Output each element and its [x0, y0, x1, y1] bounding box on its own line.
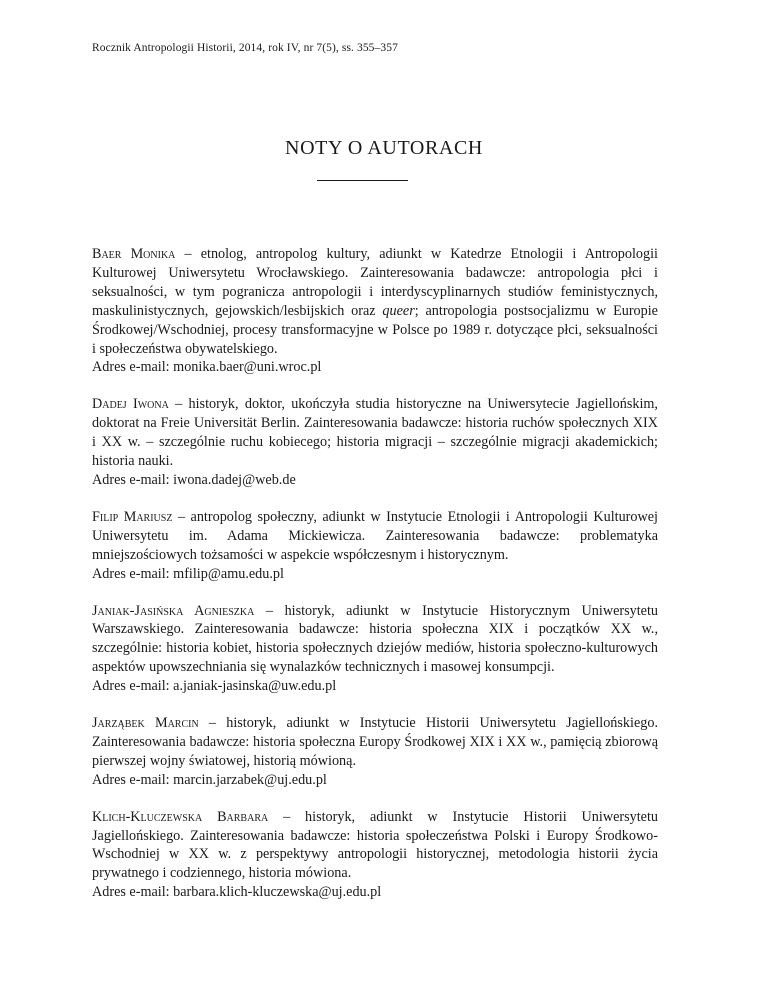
page-title: NOTY O AUTORACH [285, 137, 483, 159]
author-entry [92, 714, 658, 790]
author-description: – antropolog społeczny, adiunkt w Instytucie Etnologii i Antropologii Kulturowej Uniwersytetu im. Adama Mickiewicza. Zainteresowania badawcze: problematyka mniejszościowych tożsamości w aspekcie współczesnym i historycznym. [92, 508, 658, 563]
author-entry [92, 395, 658, 490]
author-name: Filip Mariusz [92, 508, 173, 525]
author-description: – historyk, adiunkt w Instytucie Historii Uniwersytetu Jagiellońskiego. Zainteresowania badawcze: historia społeczna Europy Środkowej XIX i XX w., pamięcią zbiorową pierwszej wojny światowej, historią mówioną. [92, 715, 658, 769]
author-name: Klich-Kluczewska Barbara [92, 808, 269, 825]
author-entry [92, 808, 658, 903]
author-entry [92, 508, 658, 584]
author-name: Jarząbek Marcin [92, 715, 199, 732]
author-name: Janiak-Jasińska Agnieszka [92, 602, 255, 619]
author-entry [92, 602, 658, 697]
author-name: Baer Monika [92, 246, 176, 262]
author-email: Adres e-mail: barbara.klich-kluczewska@uj.edu.pl [92, 884, 382, 901]
author-description-emphasis: queer [382, 302, 415, 319]
author-email: Adres e-mail: a.janiak-jasinska@uw.edu.pl [92, 678, 337, 695]
author-description: – historyk, doktor, ukończyła studia historyczne na Uniwersytecie Jagiellońskim, doktorat na Freie Universität Berlin. Zainteresowania badawcze: historia ruchów społecznych XIX i XX w. – szczególnie ruchu kobiecego; historia migracji – szczególnie migracji akademickich; historia nauki. [92, 396, 658, 470]
author-email: Adres e-mail: monika.baer@uni.wroc.pl [92, 359, 322, 376]
author-description: – historyk, adiunkt w Instytucie Historii Uniwersytetu Jagiellońskiego. Zainteresowania badawcze: historia społeczeństwa Polski i Europy Środkowo-Wschodniej w XX w. z perspektywy antropologii historycznej, metodologia historii życia prywatnego i codziennego, historia mówiona. [92, 808, 658, 882]
author-email: Adres e-mail: mfilip@amu.edu.pl [92, 565, 284, 582]
author-description-tail: ; antropologia postsocjalizmu w Europie Środkowej/Wschodniej, procesy transformacyjne w Polsce po 1989 r. dotyczące płci, seksualności i społeczeństwa obywatelskiego. [92, 302, 658, 357]
author-description: – historyk, adiunkt w Instytucie Historycznym Uniwersytetu Warszawskiego. Zainteresowania badawcze: historia społeczna XIX i początków XX w., szczególnie: historia kobiet, historia społecznych dziejów mediów, historia społeczno-kulturowych aspektów upowszechniania się wynalazków technicznych i masowej konsumpcji. [92, 602, 658, 676]
author-name: Dadej Iwona [92, 396, 169, 413]
author-email: Adres e-mail: iwona.dadej@web.de [92, 471, 296, 488]
author-notes-list [92, 245, 658, 920]
title-divider [317, 180, 408, 181]
author-email: Adres e-mail: marcin.jarzabek@uj.edu.pl [92, 771, 327, 788]
author-description: – etnolog, antropolog kultury, adiunkt w Katedrze Etnologii i Antropologii Kulturowej Uniwersytetu Wrocławskiego. Zainteresowania badawcze: antropologia płci i seksualności, w tym pogranicza antropologii i interdyscyplinarnych studiów feministycznych, maskulinistycznych, gejowskich/lesbijskich oraz [92, 246, 658, 319]
running-head: Rocznik Antropologii Historii, 2014, rok IV, nr 7(5), ss. 355–357 [92, 42, 398, 54]
author-entry [92, 245, 658, 377]
